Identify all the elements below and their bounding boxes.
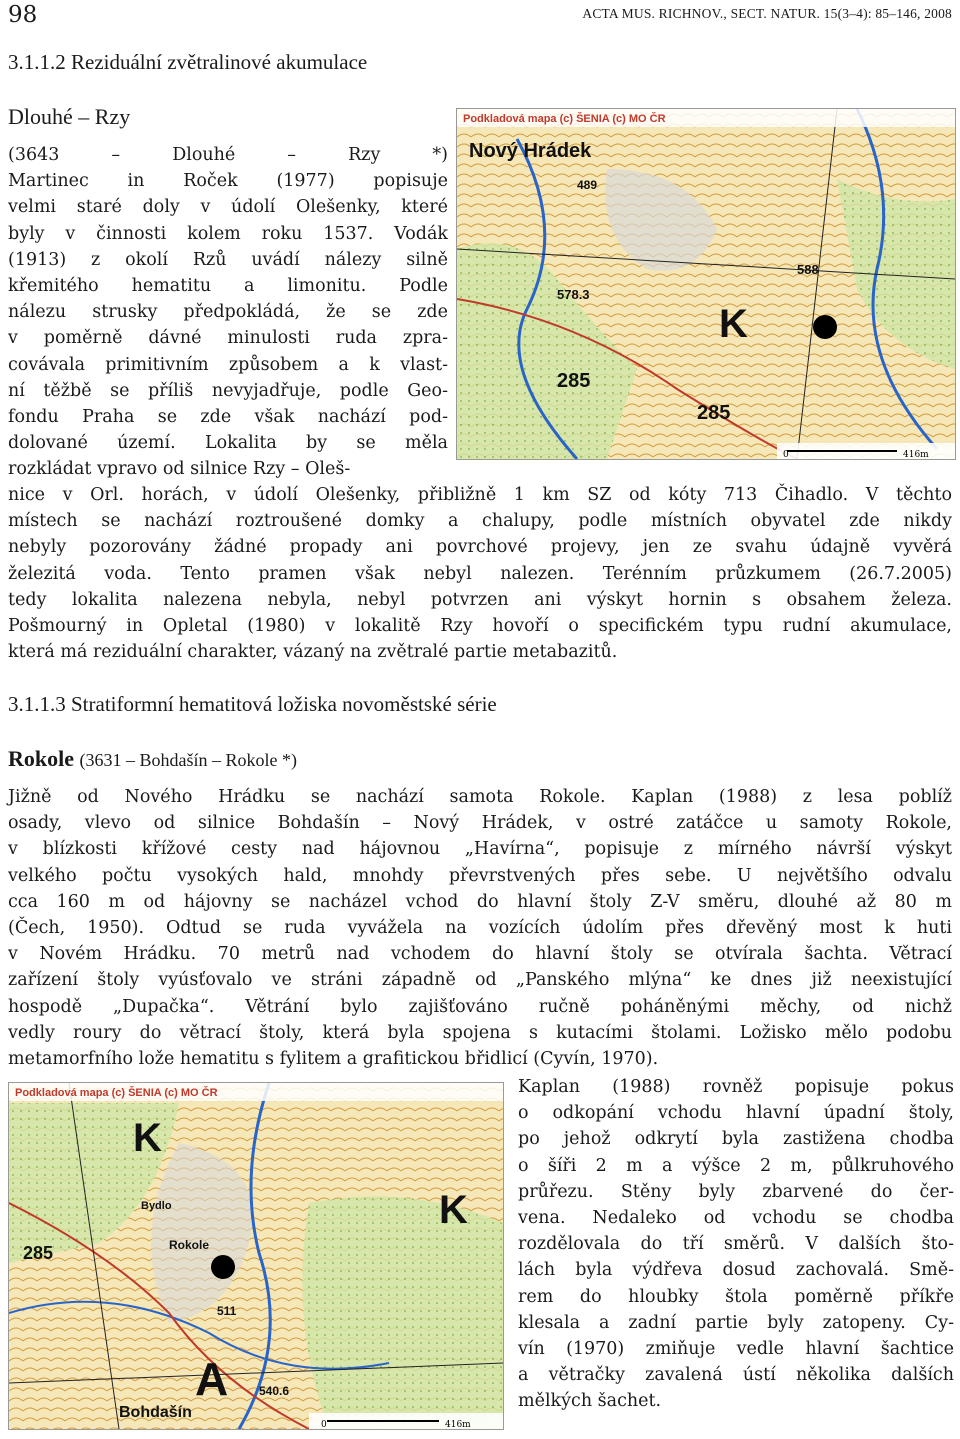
- text-line: o odkopání vchodu hlavní úpadní štoly,: [518, 1103, 954, 1124]
- paragraph-dlouhe-rzy-narrow: [8, 142, 448, 483]
- map1-place-label: Nový Hrádek: [469, 140, 592, 162]
- text-line: Pošmourný in Opletal (1980) v lokalitě Rzy hovoří o specifickém typu rudní akumulace,: [8, 616, 952, 637]
- map1-copyright: Podkladová mapa (c) ŠENIA (c) MO ČR: [463, 113, 666, 125]
- text-line: nice v Orl. horách, v údolí Olešenky, přibližně 1 km SZ od kóty 713 Čihadlo. V těchto: [8, 485, 952, 505]
- map1-locality-marker: [813, 315, 837, 339]
- map1-scale-zero: 0: [783, 450, 789, 459]
- text-line: (Čech, 1950). Odtud se ruda vyvážela na vozících údolím přes dřevěný most k huti: [8, 918, 952, 939]
- map2-scale-end: 416m: [445, 1420, 471, 1429]
- locality-code-rokole: (3631 – Bohdašín – Rokole *): [79, 750, 297, 770]
- text-line: rozkládat vpravo od silnice Rzy – Oleš-: [8, 459, 351, 480]
- page-header: [8, 2, 952, 32]
- map2-place-label: Bohdašín: [119, 1404, 192, 1421]
- text-line: zařízení štoly vyúsťovalo ve stráni západně od „Panského mlýna“ ke dnes již neexistující: [8, 970, 952, 991]
- map2-spot-height-5406: 540.6: [259, 1384, 290, 1398]
- paragraph-rokole-narrow: [518, 1074, 954, 1415]
- paragraph-dlouhe-rzy-full: [8, 482, 952, 665]
- map2-letter-k-1: K: [133, 1116, 162, 1160]
- text-line: o šíři 2 m a výšce 2 m, půlkruhového: [518, 1155, 954, 1176]
- text-line: ní těžbě se příliš nevyjadřuje, podle Geo-: [8, 380, 448, 401]
- text-line: křemitého hematitu a limonitu. Podle: [8, 276, 448, 297]
- text-line: osady, vlevo od silnice Bohdašín – Nový Hrádek, v ostré zatáčce u samoty Rokole,: [8, 813, 952, 834]
- map2-label-rokole: Rokole: [169, 1238, 210, 1252]
- locality-title-dlouhe-rzy: Dlouhé – Rzy: [8, 104, 131, 129]
- text-line: byly v činnosti kolem roku 1537. Vodák: [8, 223, 448, 244]
- text-line: Kaplan (1988) rovněž popisuje pokus: [518, 1077, 954, 1097]
- text-line: (1913) z okolí Rzů uvádí nálezy silně: [8, 249, 448, 270]
- map1-spot-height-3: 588: [797, 262, 819, 277]
- text-line: vena. Nedaleko od vchodu se chodba: [518, 1208, 954, 1229]
- section-heading-stratiform: 3.1.1.3 Stratiformní hematitová ložiska novoměstské série: [8, 692, 497, 716]
- text-line: v Novém Hrádku. 70 metrů nad vchodem do hlavní štoly se otvírala šachta. Větrací: [8, 944, 952, 965]
- map1-spot-height-4: 285: [557, 370, 591, 392]
- text-line: Martinec in Roček (1977) popisuje: [8, 171, 448, 192]
- topographic-map-2: [9, 1083, 503, 1429]
- text-line: cca 160 m od hájovny se nacházel vchod do hlavní štoly Z-V směru, dlouhé až 80 m: [8, 891, 952, 912]
- text-line: v poměrně dávné minulosti ruda zpra-: [8, 328, 448, 349]
- text-line: velmi staré doly v údolí Olešenky, které: [8, 197, 448, 218]
- map1-scale-end: 416m: [903, 450, 929, 459]
- text-line: dolované území. Lokalita by se měla: [8, 433, 448, 454]
- text-line: po jehož odkrytí byla zastižena chodba: [518, 1129, 954, 1150]
- text-line: vín (1970) zmiňuje vedle hlavní šachtice: [518, 1339, 954, 1360]
- text-line: v blízkosti křížové cesty nad hájovnou „Havírna“, popisuje z mírného návrší výskyt: [8, 839, 952, 860]
- text-line: covávala primitivním způsobem a k vlast-: [8, 354, 448, 375]
- text-line: průřezu. Stěny byly zbarvené do čer-: [518, 1181, 954, 1202]
- map2-letter-a: A: [195, 1353, 229, 1405]
- map-rokole: [8, 1082, 504, 1430]
- section-heading-residual: 3.1.1.2 Reziduální zvětralinové akumulace: [8, 50, 368, 74]
- map2-scale-zero: 0: [321, 1420, 327, 1429]
- text-line: velkého počtu vysokých hald, mnohdy převrstvených přes sebe. U největšího odvalu: [8, 865, 952, 886]
- text-line: místech se nachází roztroušené domky a chalupy, podle místních obyvatel zde nikdy: [8, 511, 952, 532]
- text-line: mělkých šachet.: [518, 1391, 662, 1412]
- map2-copyright: Podkladová mapa (c) ŠENIA (c) MO ČR: [15, 1087, 218, 1099]
- locality-name-rokole: Rokole: [8, 746, 74, 771]
- topographic-map-1: [457, 109, 955, 459]
- text-line: lách byla výdřeva dosud zachovalá. Smě-: [518, 1260, 954, 1281]
- map2-spot-height-511: 511: [217, 1304, 237, 1318]
- map2-spot-height-285: 285: [23, 1243, 54, 1263]
- text-line: rozdělovala do tří směrů. V dalších što-: [518, 1234, 954, 1255]
- map1-spot-height-5: 285: [697, 402, 731, 424]
- text-line: vedly roury do větrací štoly, která byla spojena s kutacími štolami. Ložisko mělo podobu: [8, 1022, 952, 1043]
- text-line: nebyly pozorovány žádné propady ani povrchové projevy, jen ze svahu údajně vyvěrá: [8, 537, 952, 558]
- locality-title-rokole: [8, 746, 297, 772]
- paragraph-rokole-full: [8, 784, 952, 1072]
- text-line: rem do hloubky štola poměrně příkře: [518, 1286, 954, 1307]
- text-line: klesala a zadní partie byly zatopeny. Cy-: [518, 1312, 954, 1333]
- text-line: Jižně od Nového Hrádku se nachází samota Rokole. Kaplan (1988) z lesa poblíž: [8, 787, 952, 807]
- journal-reference: ACTA MUS. RICHNOV., SECT. NATUR. 15(3–4): 85–146, 2008: [582, 6, 952, 21]
- text-line: hospodě „Dupačka“. Větrání bylo zajišťováno ručně poháněnými měchy, od nichž: [8, 996, 952, 1017]
- text-line: a větračky zavalená ústí několika dalších: [518, 1365, 954, 1386]
- map1-spot-height-2: 578.3: [557, 287, 590, 302]
- map2-locality-marker: [211, 1255, 235, 1279]
- text-line: (3643 – Dlouhé – Rzy *): [8, 145, 448, 165]
- text-line: nálezu strusky předpokládá, že se zde: [8, 302, 448, 323]
- map2-letter-k-2: K: [439, 1188, 468, 1232]
- map-dlouhe-rzy: [456, 108, 956, 460]
- text-line: která má reziduální charakter, vázaný na zvětralé partie metabazitů.: [8, 642, 618, 663]
- map2-label-bydlo: Bydlo: [141, 1200, 172, 1212]
- map1-spot-height-1: 489: [577, 178, 598, 192]
- map1-letter-k: K: [719, 302, 748, 346]
- text-line: fondu Praha se zde však nachází pod-: [8, 407, 448, 428]
- text-line: železitá voda. Tento pramen však nebyl nalezen. Terénním průzkumem (26.7.2005): [8, 563, 952, 584]
- text-line: metamorfního lože hematitu s fylitem a grafitickou břidlicí (Cyvín, 1970).: [8, 1049, 659, 1070]
- text-line: tedy lokalita nalezena nebyla, nebyl potvrzen ani výskyt hornin s obsahem železa.: [8, 589, 952, 610]
- page-number: 98: [8, 2, 38, 28]
